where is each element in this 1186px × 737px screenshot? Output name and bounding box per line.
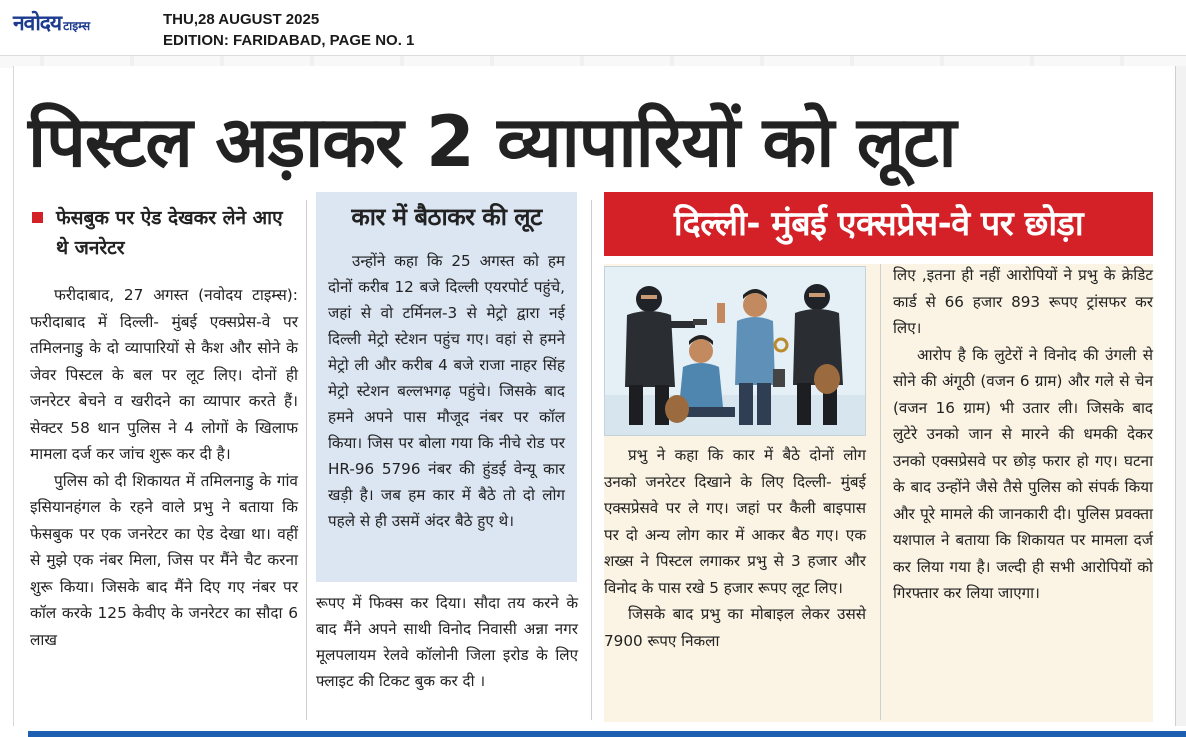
paragraph: लिए ,इतना ही नहीं आरोपियों ने प्रभु के क्रेडिट कार्ड से 66 हजार 893 रूपए ट्रांसफर कर लिए। <box>893 266 1153 337</box>
bottom-rule <box>28 731 1186 737</box>
page-left-edge <box>13 66 14 726</box>
subheading-text: फेसबुक पर ऐड देखकर लेने आए थे जनरेटर <box>56 207 283 259</box>
paragraph: जिसके बाद प्रभु का मोबाइल लेकर उससे 7900 रूपए निकला <box>604 605 866 650</box>
article-subheading <box>30 203 298 263</box>
edition-line: EDITION: FARIDABAD, PAGE NO. 1 <box>163 32 415 49</box>
column-divider <box>306 200 307 720</box>
column-divider <box>880 264 881 720</box>
column-divider <box>591 200 592 720</box>
article-column-2 <box>316 590 578 694</box>
article-column-4 <box>893 262 1153 607</box>
section-banner: दिल्ली- मुंबई एक्सप्रेस-वे पर छोड़ा <box>604 192 1153 256</box>
paragraph: प्रभु ने कहा कि कार में बैठे दोनों लोग उनको जनरेटर दिखाने के लिए दिल्ली- मुंबई एक्सप्रेसवे पर ले गए। जहां पर कैली बाइपास पर दो अन्य लोग कार में आकर बैठ गए। एक शख्स ने पिस्टल लगाकर प्रभु से 3 हजार और विनोद के पास रखे 5 हजार रूपए लूट लिए। <box>604 446 866 597</box>
paragraph: पुलिस को दी शिकायत में तमिलनाडु के गांव इसियानहंगल के रहने वाले प्रभु ने बताया कि फेसबुक पर एक जनरेटर का ऐड देखा था। वहीं से मुझे एक नंबर मिला, जिस पर मैंने चैट करना शुरू किया। जिसके बाद मैंने दिए गए नंबर पर कॉल करके 125 केवीए के जनरेटर का सौदा 6 लाख <box>30 471 298 649</box>
logo-main-text: नवोदय <box>13 11 62 35</box>
sidebar-box <box>316 192 577 582</box>
logo-sub-text: टाइम्स <box>63 19 91 33</box>
robbery-illustration-icon <box>604 266 866 436</box>
edition-info <box>163 9 414 51</box>
box-title: कार में बैठाकर की लूट <box>351 203 542 231</box>
page-right-edge <box>1175 66 1186 726</box>
red-square-bullet-icon <box>32 212 43 223</box>
article-column-3 <box>604 442 866 654</box>
epaper-header <box>0 0 1186 56</box>
paragraph: आरोप है कि लुटेरों ने विनोद की उंगली से सोने की अंगूठी (वजन 6 ग्राम) और गले से चेन (वजन 16 ग्राम) भी उतार ली। जिसके बाद लुटेरे उनको जान से मारने की धमकी देकर उनको एक्सप्रेसवे पर छोड़ फरार हो गए। घटना के बाद उन्होंने जैसे तैसे पुलिस को संपर्क किया और पूरे मामले की जानकारी दी। पुलिस प्रवक्ता यशपाल ने बताया कि शिकायत पर मामला दर्ज कर लिया गया है। जल्दी ही सभी आरोपियों को गिरफ्तार कर लिया जाएगा। <box>893 345 1153 602</box>
column-1-text <box>30 282 298 653</box>
date-line: THU,28 AUGUST 2025 <box>163 11 320 28</box>
illustration-svg <box>605 267 866 436</box>
box-text: उन्होंने कहा कि 25 अगस्त को हम दोनों करीब 12 बजे दिल्ली एयरपोर्ट पहुंचे, जहां से वो टर्मिनल-3 से मेट्रो द्वारा नई दिल्ली मेट्रो स्टेशन पहुंच गए। वहां से हमने मेट्रो ली और करीब 4 बजे राजा नाहर सिंह मेट्रो स्टेशन बल्लभगढ़ पहुंचे। जिसके बाद हमने अपने पास मौजूद नंबर पर कॉल किया। जिस पर बोला गया कि नीचे रोड पर HR-96 5796 नंबर की हुंडई वेन्यू कार खड़ी है। जब हम कार में बैठे तो दो लोग पहले से ही उसमें अंदर बैठे हुए थे। <box>328 252 565 530</box>
newspaper-logo[interactable] <box>13 9 90 37</box>
paragraph: रूपए में फिक्स कर दिया। सौदा तय करने के बाद मैंने अपने साथी विनोद निवासी अन्ना नगर मूलपलायम रेलवे कॉलोनी जिला इरोड के लिए फ्लाइट की टिकट बुक कर दी । <box>316 594 578 690</box>
article-headline: पिस्टल अड़ाकर 2 व्यापारियों को लूटा <box>28 101 956 183</box>
paragraph: फरीदाबाद, 27 अगस्त (नवोदय टाइम्स): फरीदाबाद में दिल्ली- मुंबई एक्सप्रेस-वे पर तमिलनाडु के दो व्यापारियों से कैश और सोने के जेवर पिस्टल के बल पर लूट लिए। दोनों ही जनरेटर बेचने व खरीदने का व्यापार करते हैं। सेक्टर 58 थान पुलिस ने 4 लोगों के खिलाफ मामला दर्ज कर जांच शुरू कर दी है। <box>30 286 298 463</box>
article-column-1 <box>30 203 298 653</box>
